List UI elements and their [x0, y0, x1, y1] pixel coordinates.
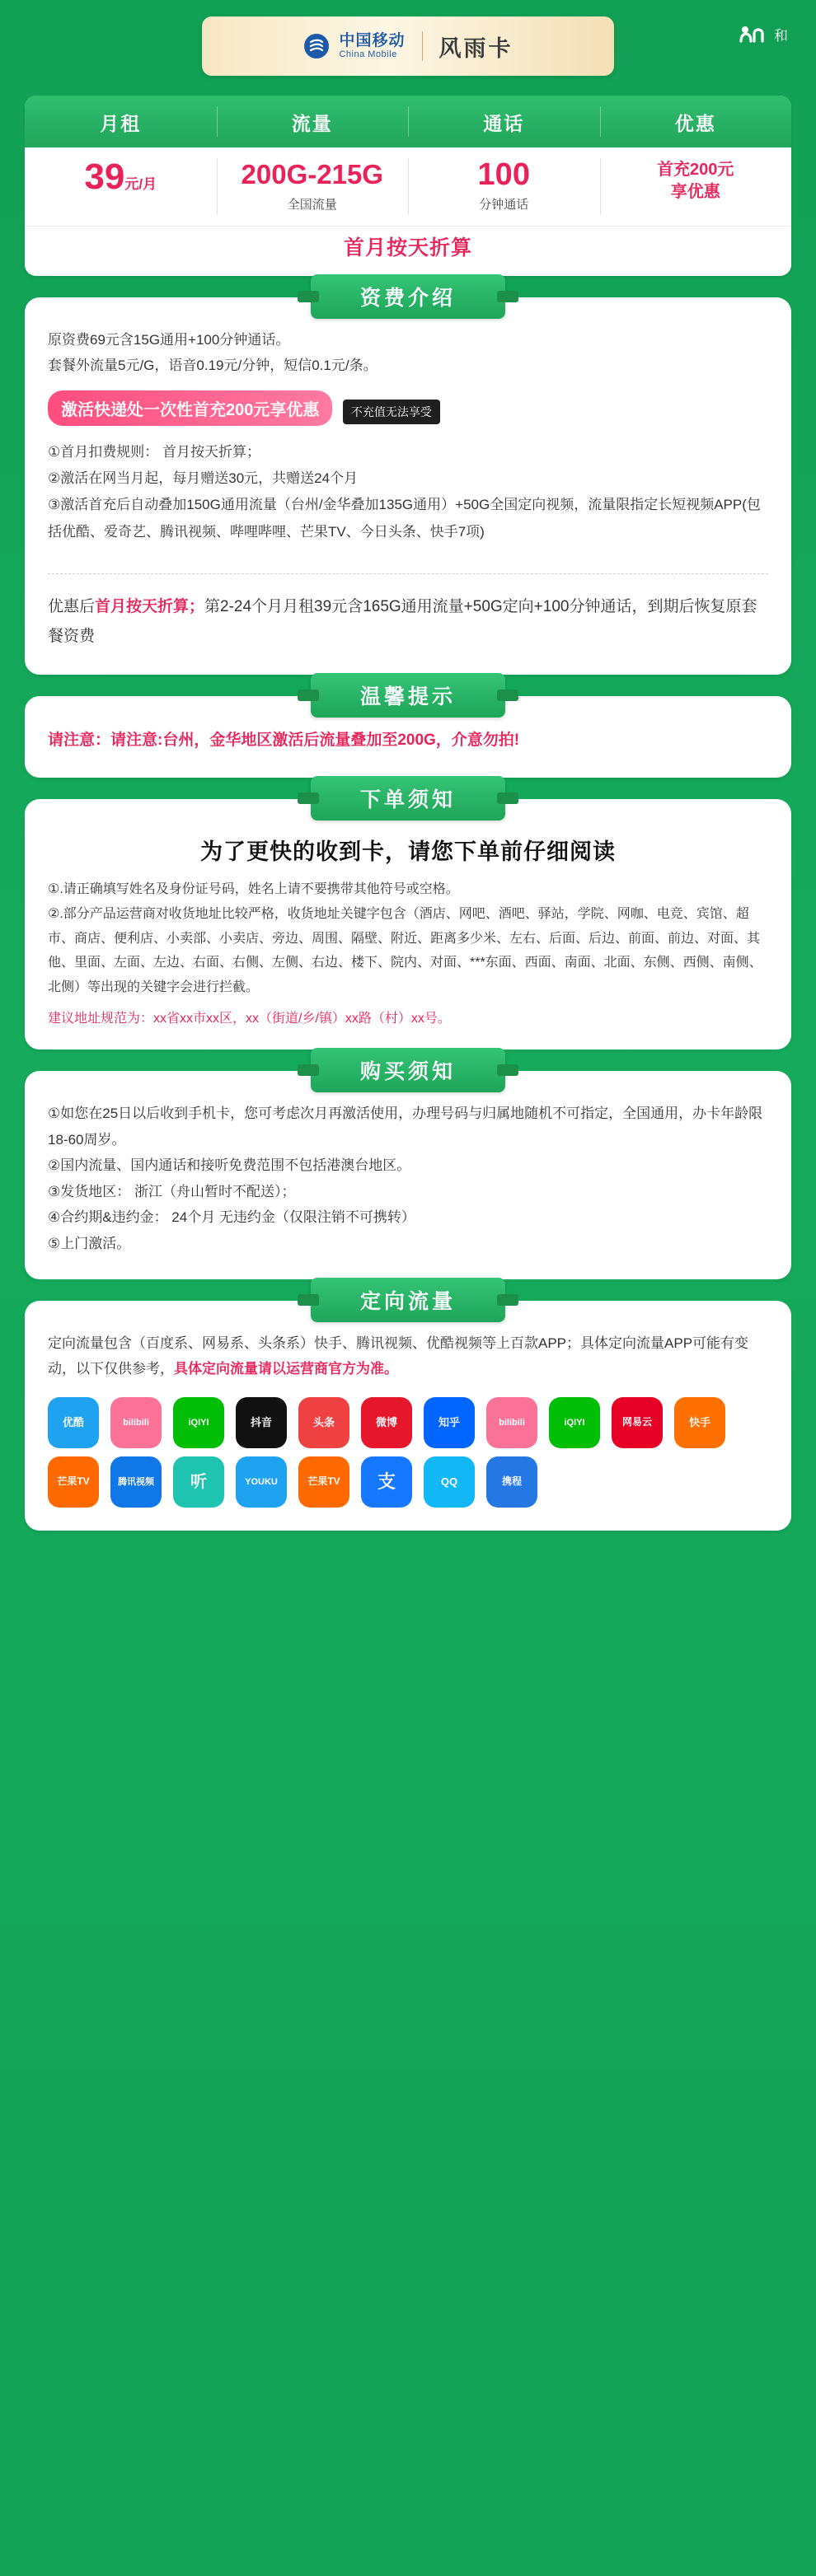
- spec-cell-promo: [600, 147, 792, 226]
- fee-rule-item: ①首月扣费规则： 首月按天折算；: [48, 443, 260, 460]
- qq-app-icon[interactable]: QQ: [424, 1456, 475, 1508]
- zhihu-app-icon[interactable]: 知乎: [424, 1397, 475, 1448]
- voice-minutes-sub: 分钟通话: [479, 198, 529, 212]
- fee-divider: [48, 573, 768, 574]
- china-mobile-text: [339, 33, 405, 60]
- spec-value-row: [25, 147, 791, 226]
- section-purchase-notice: [25, 1060, 791, 1279]
- section-title-order: 下单须知: [311, 776, 505, 820]
- section-order-notice: [25, 788, 791, 1050]
- mgtv-app-icon-2[interactable]: 芒果TV: [298, 1456, 349, 1508]
- promo-line-1: 首充200元: [657, 161, 734, 179]
- directional-text: [48, 1330, 768, 1382]
- tips-text: 请注意：请注意:台州，金华地区激活后流量叠加至200G，介意勿拍!: [48, 732, 520, 750]
- purchase-item: ①如您在25日以后收到手机卡，您可考虑次月再激活使用，办理号码与归属地随机不可指定，全国通用，办卡年龄限18-60周岁。: [48, 1106, 763, 1148]
- app-icon-grid: [48, 1397, 768, 1508]
- spec-header-row: [25, 96, 791, 147]
- spec-cell-voice: [408, 147, 600, 226]
- promo-line-2: 享优惠: [670, 183, 720, 201]
- fee-line-2: 套餐外流量5元/G，语音0.19元/分钟，短信0.1元/条。: [48, 358, 378, 374]
- plan-spec-table: [25, 96, 791, 276]
- carrier-name-cn: 中国移动: [339, 31, 406, 49]
- he-logo-label: 和: [774, 27, 788, 44]
- spec-header-promo: 优惠: [600, 96, 792, 147]
- mgtv-app-icon[interactable]: 芒果TV: [48, 1456, 99, 1508]
- product-name: 风雨卡: [438, 35, 514, 61]
- iqiyi-app-icon[interactable]: iQIYI: [173, 1397, 224, 1448]
- fee-highlight-badge: 不充值无法享受: [343, 400, 440, 424]
- qingting-fm-app-icon[interactable]: 听: [173, 1456, 224, 1508]
- section-title-fee: 资费介绍: [311, 274, 505, 319]
- fee-line-1: 原资费69元含15G通用+100分钟通话。: [48, 332, 290, 348]
- carrier-name-en: China Mobile: [339, 49, 397, 60]
- directional-text-pre: 定向流量包含（百度系、网易系、头条系）快手、腾讯视频、优酷视频等上百款APP；具体定向流量APP可能有变动，以下仅供参考，: [48, 1335, 749, 1377]
- bilibili-app-icon[interactable]: bilibili: [110, 1397, 162, 1448]
- spec-footer-note: 首月按天折算: [25, 226, 791, 276]
- spec-header-monthly: 月租: [100, 113, 142, 134]
- section-title-purchase: 购买须知: [311, 1048, 505, 1092]
- data-amount-sub: 全国流量: [287, 197, 337, 212]
- fee-after-note: [48, 592, 768, 652]
- section-title-tips: 温馨提示: [311, 673, 505, 718]
- he-brand-logo: [738, 23, 788, 44]
- tencent-video-app-icon[interactable]: 腾讯视频: [110, 1456, 162, 1508]
- section-tips: [25, 685, 791, 778]
- brand-plate: [202, 16, 614, 76]
- purchase-item: ②国内流量、国内通话和接听免费范围不包括港澳台地区。: [48, 1157, 411, 1174]
- bilibili-app-icon-2[interactable]: bilibili: [486, 1397, 537, 1448]
- purchase-item: ⑤上门激活。: [48, 1235, 131, 1251]
- order-item-1: ①.请正确填写姓名及身份证号码，姓名上请不要携带其他符号或空格。: [48, 882, 459, 897]
- kuaishou-app-icon[interactable]: 快手: [674, 1397, 725, 1448]
- he-logo-icon: [738, 23, 771, 44]
- weibo-app-icon[interactable]: 微博: [361, 1397, 412, 1448]
- page-header: [0, 0, 816, 92]
- china-mobile-logo: [302, 32, 405, 60]
- purchase-item: ④合约期&违约金： 24个月 无违约金（仅限注销不可携转）: [48, 1209, 415, 1226]
- fee-highlight-row: [48, 379, 768, 431]
- order-heading: 为了更快的收到卡，请您下单前仔细阅读: [200, 839, 616, 865]
- fee-rules-list: [48, 439, 768, 545]
- fee-highlight-banner: 激活快递处一次性首充200元享优惠: [48, 390, 332, 426]
- order-address-note: 建议地址规范为：xx省xx市xx区，xx（街道/乡/镇）xx路（村）xx号。: [48, 1012, 451, 1026]
- fee-rule-item: ③激活首充后自动叠加150G通用流量（台州/金华叠加135G通用）+50G全国定向视频，流量限指定长短视频APP(包括优酷、爱奇艺、腾讯视频、哔哩哔哩、芒果TV、今日头条、快手7项): [48, 497, 761, 540]
- alipay-app-icon[interactable]: 支: [361, 1456, 412, 1508]
- fee-rule-item: ②激活在网当月起，每月赠送30元，共赠送24个月: [48, 470, 359, 487]
- plate-divider: [422, 31, 423, 61]
- data-amount-value: 200G-215G: [241, 159, 383, 189]
- china-mobile-mark-icon: [302, 32, 331, 60]
- fee-after-note-post: 第2-24个月月租39元含165G通用流量+50G定向+100分钟通话，到期后恢复原套餐资费: [48, 598, 757, 646]
- spec-header-voice: 通话: [408, 96, 600, 147]
- spec-header-data: 流量: [217, 96, 409, 147]
- directional-text-bold: 具体定向流量请以运营商官方为准。: [174, 1361, 398, 1377]
- youku-app-icon[interactable]: 优酷: [48, 1397, 99, 1448]
- fee-after-note-red: 首月按天折算；: [95, 598, 205, 616]
- toutiao-app-icon[interactable]: 头条: [298, 1397, 349, 1448]
- spec-cell-monthly: [25, 147, 217, 226]
- monthly-price-unit: 元/月: [124, 176, 157, 192]
- monthly-price-value: 39: [84, 157, 125, 197]
- douyin-app-icon[interactable]: 抖音: [236, 1397, 287, 1448]
- iqiyi-app-icon-2[interactable]: iQIYI: [549, 1397, 600, 1448]
- ctrip-app-icon[interactable]: 携程: [486, 1456, 537, 1508]
- spec-cell-data: [217, 147, 409, 226]
- section-fee-intro: [25, 287, 791, 675]
- voice-minutes-value: 100: [477, 157, 530, 192]
- order-item-2: ②.部分产品运营商对收货地址比较严格，收货地址关键字包含（酒店、网吧、酒吧、驿站，学院、网咖、电竞、宾馆、超市、商店、便利店、小卖部、小卖店、旁边、周围、隔壁、附近、距离多少米、左右、后面、后边、前面、前边、对面、其他、里面、左面、左边、右面、右侧、左侧、右边、楼下、院内、对面、***东面、西面、南面、北面、东侧、西侧、南侧、北侧）等出现的关键字会进行拦截。: [48, 906, 762, 994]
- section-title-directional: 定向流量: [311, 1278, 505, 1322]
- youku-app-icon-2[interactable]: YOUKU: [236, 1456, 287, 1508]
- netease-music-app-icon[interactable]: 网易云: [612, 1397, 663, 1448]
- section-directional-traffic: [25, 1289, 791, 1531]
- fee-after-note-pre: 优惠后: [48, 598, 96, 616]
- purchase-item: ③发货地区： 浙江（舟山暂时不配送）；: [48, 1183, 296, 1199]
